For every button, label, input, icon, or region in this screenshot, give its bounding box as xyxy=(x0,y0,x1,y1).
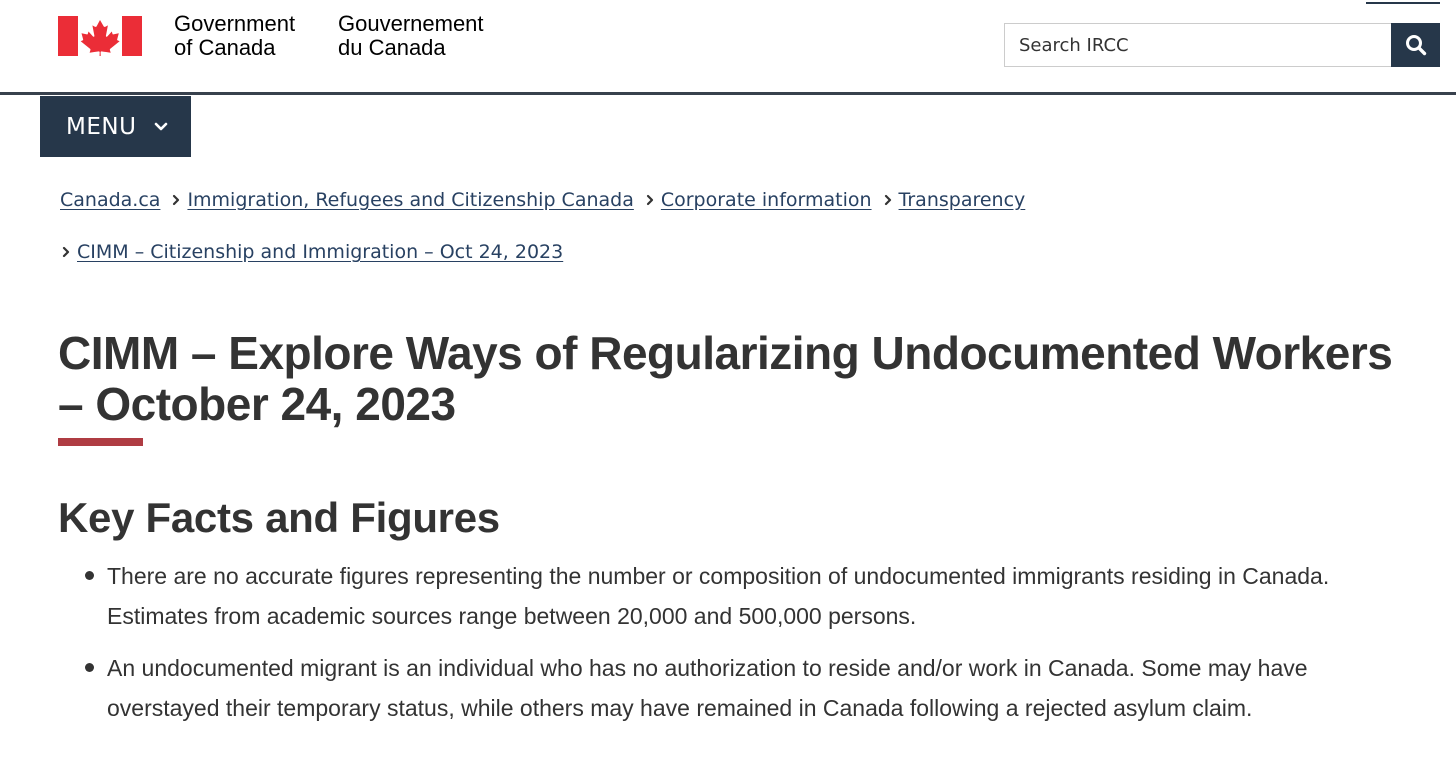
header-divider xyxy=(0,92,1456,95)
government-signature-fr[interactable] xyxy=(338,12,484,60)
breadcrumb-row xyxy=(60,238,1400,266)
list-item xyxy=(0,556,1456,636)
breadcrumb-row xyxy=(60,186,1400,214)
chevron-right-icon xyxy=(884,194,892,206)
breadcrumb-cimm[interactable]: CIMM – Citizenship and Immigration – Oct 24, 2023 xyxy=(77,241,564,263)
menu-button[interactable] xyxy=(40,96,191,157)
chevron-right-icon xyxy=(646,194,654,206)
list-item xyxy=(0,648,1456,728)
canada-flag-icon xyxy=(58,16,142,56)
bullet-icon xyxy=(85,571,94,580)
government-signature-en[interactable] xyxy=(174,12,295,60)
signature-en-line-1: Government xyxy=(174,11,296,36)
breadcrumb-ircc[interactable]: Immigration, Refugees and Citizenship Canada xyxy=(187,189,634,211)
breadcrumb-canada-ca[interactable]: Canada.ca xyxy=(60,189,161,211)
language-toggle-link[interactable] xyxy=(1366,0,1440,4)
search-input[interactable] xyxy=(1004,23,1391,67)
fact-text: An undocumented migrant is an individual who has no authorization to reside and/or work in Canada. Some may have overstayed their temporary status, while others may have remained in Canada following a rejected asylum claim. xyxy=(107,655,1308,721)
signature-fr-line-1: Gouvernement xyxy=(338,11,484,36)
fact-text: There are no accurate figures representing the number or composition of undocumented immigrants residing in Canada. Estimates from academic sources range between 20,000 and 500,000 persons. xyxy=(107,563,1330,629)
breadcrumb-transparency[interactable]: Transparency xyxy=(898,189,1026,211)
search-form xyxy=(1004,23,1440,67)
chevron-right-icon xyxy=(172,194,180,206)
signature-fr-line-2: du Canada xyxy=(338,35,446,60)
bullet-icon xyxy=(85,663,94,672)
chevron-right-icon xyxy=(62,246,70,258)
search-icon xyxy=(1405,34,1427,56)
section-heading: Key Facts and Figures xyxy=(58,494,500,541)
chevron-down-icon xyxy=(154,122,168,132)
key-facts-list xyxy=(0,556,1456,740)
breadcrumb xyxy=(60,186,1400,266)
title-accent-bar xyxy=(58,438,143,446)
menu-label: MENU xyxy=(66,113,137,140)
site-header xyxy=(0,0,1456,92)
signature-en-line-2: of Canada xyxy=(174,35,276,60)
breadcrumb-corporate-information[interactable]: Corporate information xyxy=(660,189,872,211)
page-title: CIMM – Explore Ways of Regularizing Undocumented Workers – October 24, 2023 xyxy=(58,327,1393,430)
search-button[interactable] xyxy=(1391,23,1440,67)
